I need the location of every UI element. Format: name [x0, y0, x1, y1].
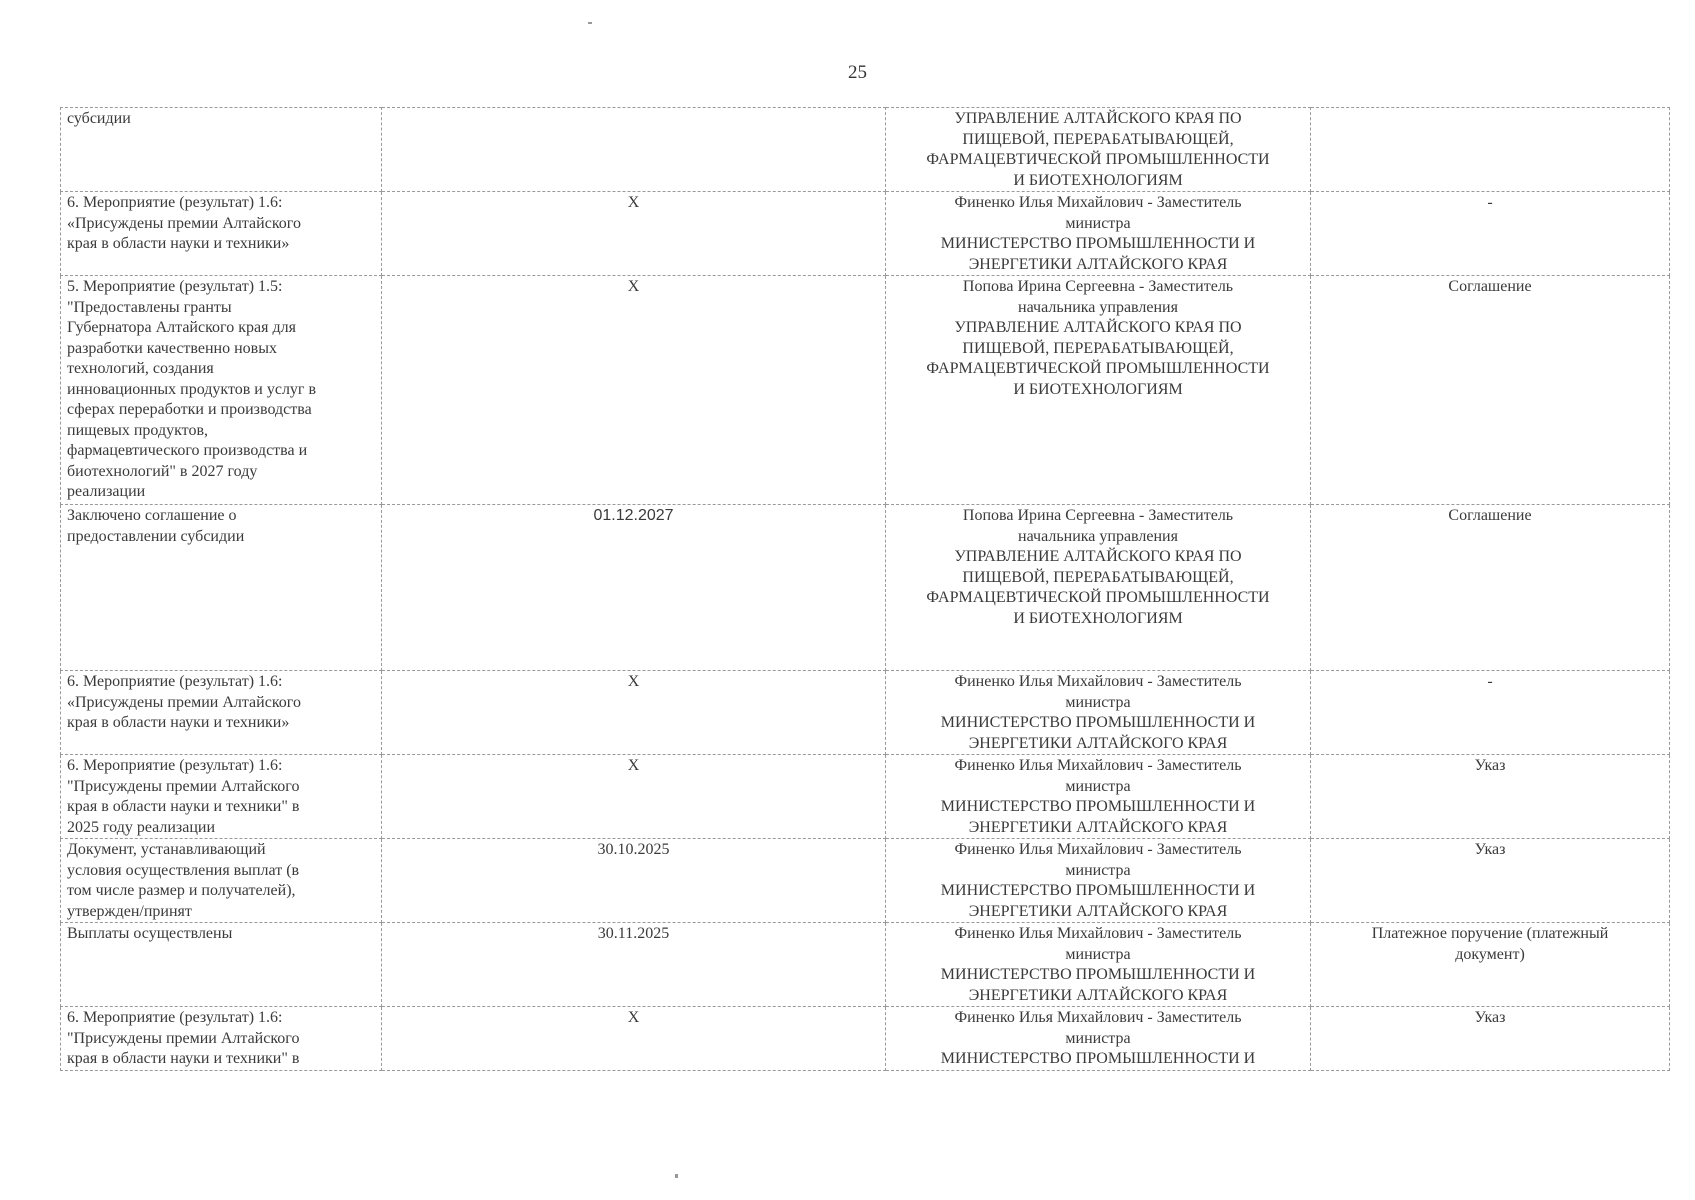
deadline-cell: X	[382, 671, 886, 755]
responsible-cell: Финенко Илья Михайлович - Заместитель министра МИНИСТЕРСТВО ПРОМЫШЛЕННОСТИ И ЭНЕРГЕТИКИ АЛТАЙСКОГО КРАЯ	[886, 839, 1311, 923]
responsible-cell: Финенко Илья Михайлович - Заместитель министра МИНИСТЕРСТВО ПРОМЫШЛЕННОСТИ И ЭНЕРГЕТИКИ АЛТАЙСКОГО КРАЯ	[886, 923, 1311, 1007]
deadline-cell: 30.10.2025	[382, 839, 886, 923]
event-name-cell: 6. Мероприятие (результат) 1.6: "Присуждены премии Алтайского края в области науки и техники" в 2025 году реализации	[61, 755, 382, 839]
deadline-cell: X	[382, 276, 886, 505]
event-name-cell: 5. Мероприятие (результат) 1.5: "Предоставлены гранты Губернатора Алтайского края для разработки качественно новых технологий, создания инновационных продуктов и услуг в сферах переработки и производства пищевых продуктов, фармацевтического производства и биотехнологий" в 2027 году реализации	[61, 276, 382, 505]
table-row	[61, 671, 1670, 755]
document-type-cell: Платежное поручение (платежный документ)	[1311, 923, 1670, 1007]
event-name-cell: субсидии	[61, 108, 382, 192]
event-name-cell: 6. Мероприятие (результат) 1.6: «Присуждены премии Алтайского края в области науки и техники»	[61, 671, 382, 755]
document-type-cell: Соглашение	[1311, 505, 1670, 671]
document-type-cell: -	[1311, 671, 1670, 755]
event-name-cell: Документ, устанавливающий условия осуществления выплат (в том числе размер и получателей), утвержден/принят	[61, 839, 382, 923]
document-type-cell: Указ	[1311, 755, 1670, 839]
table-row	[61, 755, 1670, 839]
scan-speck	[675, 1174, 678, 1178]
deadline-cell	[382, 108, 886, 192]
responsible-cell: УПРАВЛЕНИЕ АЛТАЙСКОГО КРАЯ ПО ПИЩЕВОЙ, ПЕРЕРАБАТЫВАЮЩЕЙ, ФАРМАЦЕВТИЧЕСКОЙ ПРОМЫШЛЕННОСТИ И БИОТЕХНОЛОГИЯМ	[886, 108, 1311, 192]
document-type-cell: Соглашение	[1311, 276, 1670, 505]
table-row	[61, 192, 1670, 276]
responsible-cell: Финенко Илья Михайлович - Заместитель министра МИНИСТЕРСТВО ПРОМЫШЛЕННОСТИ И ЭНЕРГЕТИКИ АЛТАЙСКОГО КРАЯ	[886, 192, 1311, 276]
event-name-cell: Выплаты осуществлены	[61, 923, 382, 1007]
responsible-cell: Финенко Илья Михайлович - Заместитель министра МИНИСТЕРСТВО ПРОМЫШЛЕННОСТИ И	[886, 1007, 1311, 1071]
table-row	[61, 1007, 1670, 1071]
deadline-cell: X	[382, 192, 886, 276]
results-table	[60, 107, 1670, 1071]
table-row	[61, 276, 1670, 505]
deadline-cell: X	[382, 1007, 886, 1071]
responsible-cell: Финенко Илья Михайлович - Заместитель министра МИНИСТЕРСТВО ПРОМЫШЛЕННОСТИ И ЭНЕРГЕТИКИ АЛТАЙСКОГО КРАЯ	[886, 671, 1311, 755]
event-name-cell: Заключено соглашение о предоставлении субсидии	[61, 505, 382, 671]
deadline-cell: X	[382, 755, 886, 839]
responsible-cell: Попова Ирина Сергеевна - Заместитель начальника управления УПРАВЛЕНИЕ АЛТАЙСКОГО КРАЯ ПО ПИЩЕВОЙ, ПЕРЕРАБАТЫВАЮЩЕЙ, ФАРМАЦЕВТИЧЕСКОЙ ПРОМЫШЛЕННОСТИ И БИОТЕХНОЛОГИЯМ	[886, 505, 1311, 671]
document-type-cell: -	[1311, 192, 1670, 276]
responsible-cell: Попова Ирина Сергеевна - Заместитель начальника управления УПРАВЛЕНИЕ АЛТАЙСКОГО КРАЯ ПО ПИЩЕВОЙ, ПЕРЕРАБАТЫВАЮЩЕЙ, ФАРМАЦЕВТИЧЕСКОЙ ПРОМЫШЛЕННОСТИ И БИОТЕХНОЛОГИЯМ	[886, 276, 1311, 505]
table-row	[61, 839, 1670, 923]
scan-speck	[588, 22, 592, 24]
event-name-cell: 6. Мероприятие (результат) 1.6: "Присуждены премии Алтайского края в области науки и техники" в	[61, 1007, 382, 1071]
table-row	[61, 108, 1670, 192]
deadline-cell: 30.11.2025	[382, 923, 886, 1007]
deadline-cell: 01.12.2027	[382, 505, 886, 671]
page-number: 25	[848, 62, 867, 83]
table-row	[61, 505, 1670, 671]
document-type-cell: Указ	[1311, 839, 1670, 923]
responsible-cell: Финенко Илья Михайлович - Заместитель министра МИНИСТЕРСТВО ПРОМЫШЛЕННОСТИ И ЭНЕРГЕТИКИ АЛТАЙСКОГО КРАЯ	[886, 755, 1311, 839]
event-name-cell: 6. Мероприятие (результат) 1.6: «Присуждены премии Алтайского края в области науки и техники»	[61, 192, 382, 276]
table-row	[61, 923, 1670, 1007]
document-type-cell: Указ	[1311, 1007, 1670, 1071]
document-type-cell	[1311, 108, 1670, 192]
